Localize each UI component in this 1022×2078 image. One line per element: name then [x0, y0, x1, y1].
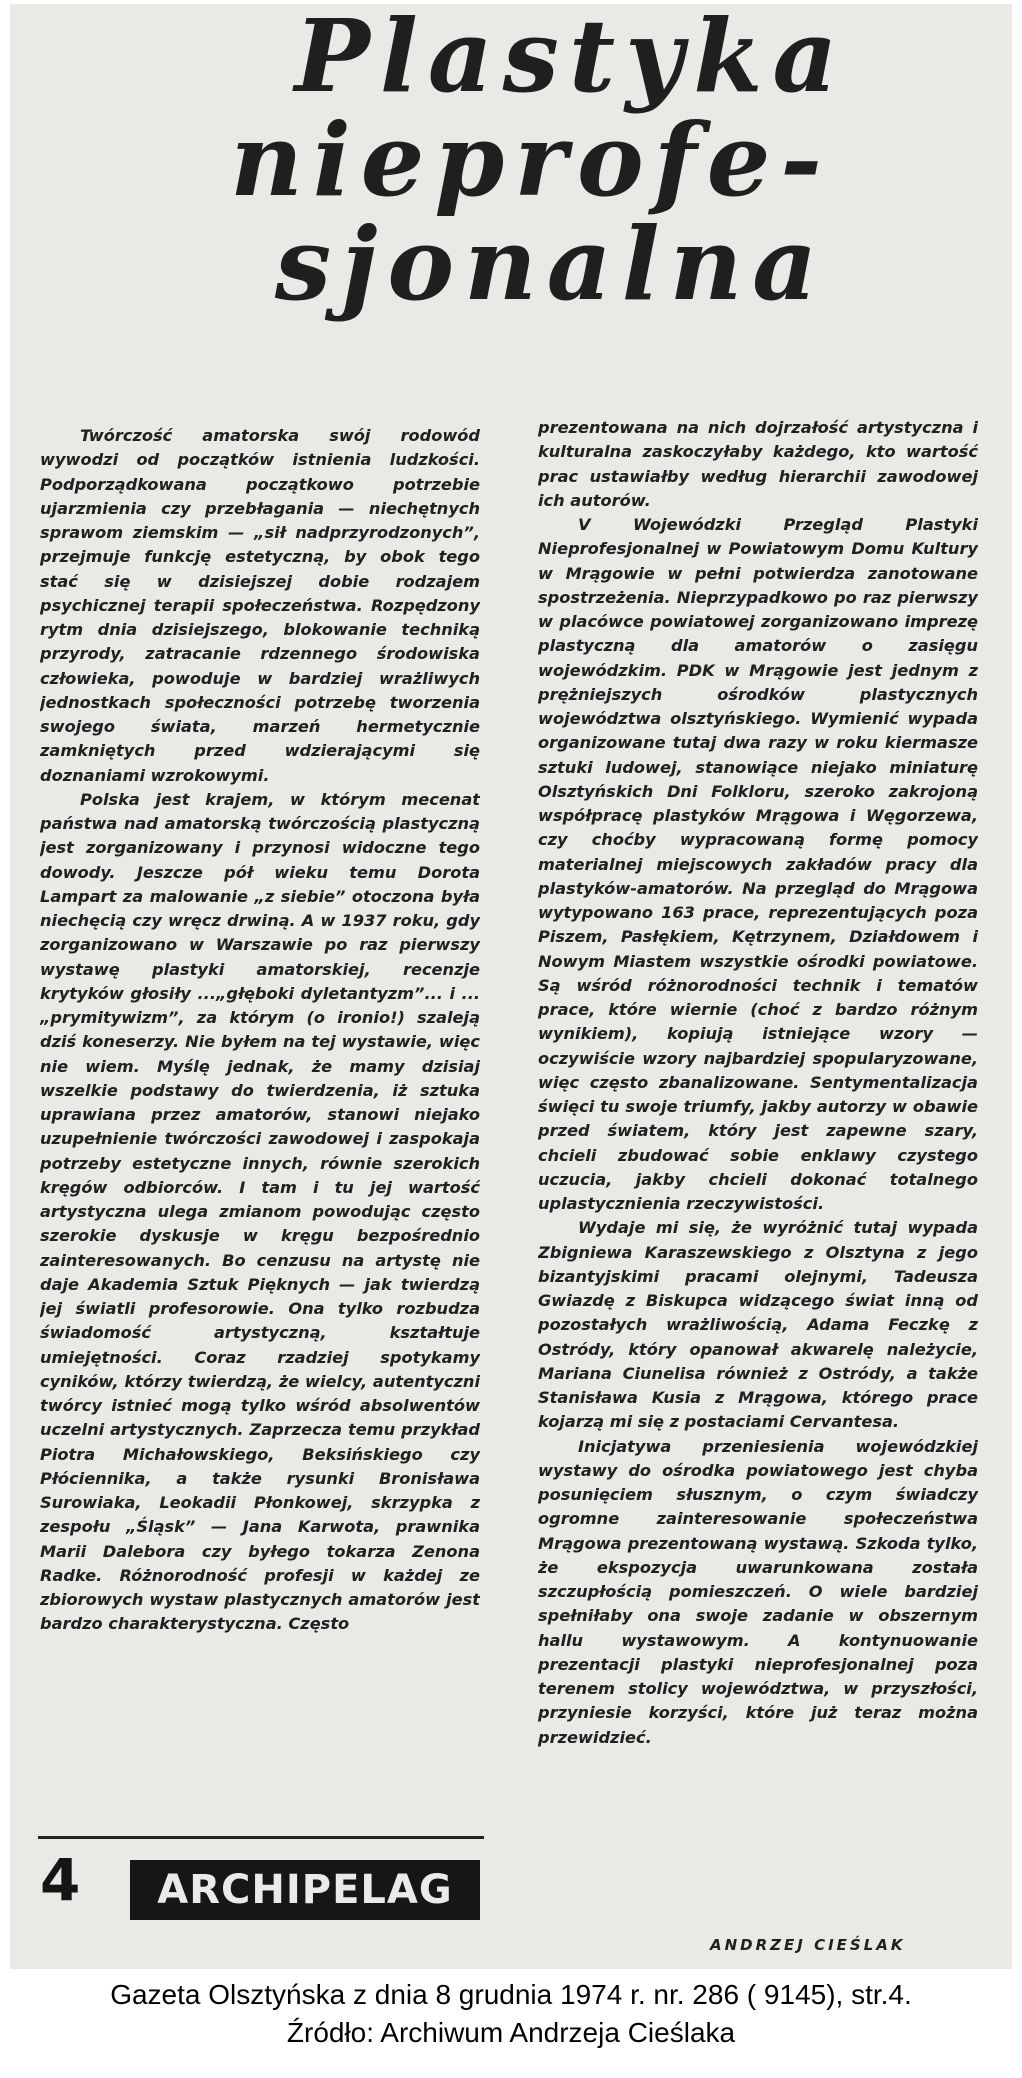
- caption-source-line: Gazeta Olsztyńska z dnia 8 grudnia 1974 r. nr. 286 ( 9145), str.4.: [110, 1979, 912, 2010]
- headline-line-1: Plastyka: [294, 4, 848, 115]
- article-headline: [10, 4, 1012, 323]
- newspaper-clipping: [10, 4, 1012, 1969]
- article-column-left: [40, 424, 480, 1834]
- headline-line-3: sjonalna: [274, 205, 828, 323]
- paragraph: Inicjatywa przeniesienia wojewódzkiej wystawy do ośrodka powiatowego jest chyba posunięciem słusznym, o czym świadczy ogromne zainteresowanie społeczeństwa Mrągowa prezentowaną wystawą. Szkoda tylko, że ekspozycja uwarunkowana została szczupłością pomieszczeń. O wiele bardziej spełniłaby ona swoje zadanie w obszernym hallu wystawowym. A kontynuowanie prezentacji plastyki nieprofesjonalnej poza terenem stolicy województwa, w przyszłości, przyniesie korzyści, które już teraz można przewidzieć.: [538, 1436, 978, 1747]
- headline-line-2: nieprofe-: [230, 101, 832, 219]
- paragraph: Twórczość amatorska swój rodowód wywodzi od początków istnienia ludzkości. Podporządkowana początkowo potrzebie ujarzmienia czy przebłagania — niechętnych sprawom ziemskim — „sił nadprzyrodzonych”, przejmuje funkcję estetyczną, by obok tego stać się w dzisiejszej dobie rodzajem psychicznej terapii społeczeństwa. Rozpędzony rytm dnia dzisiejszego, blokowanie techniką przyrody, zatracanie rdzennego środowiska człowieka, powoduje w bardziej wrażliwych jednostkach społeczności potrzebę tworzenia swojego świata, marzeń hermetycznie zamkniętych przed wdzierającymi się doznaniami wzrokowymi.: [40, 426, 480, 785]
- paragraph: Polska jest krajem, w którym mecenat państwa nad amatorską twórczością plastyczną jest zorganizowany i przynosi widoczne tego dowody. Jeszcze pół wieku temu Dorota Lampart za malowanie „z siebie” otoczona była niechęcią czy wręcz drwiną. A w 1937 roku, gdy zorganizowano w Warszawie po raz pierwszy wystawę plastyki amatorskiej, recenzje krytyków głosiły ...„głęboki dyletantyzm”... i ...„prymitywizm”, za którym (o ironio!) szaleją dziś koneserzy. Nie byłem na tej wystawie, więc nie wiem. Myślę jednak, że mamy dzisiaj wszelkie podstawy do twierdzenia, iż sztuka uprawiana przez amatorów, stanowi niejako uzupełnienie twórczości zawodowej i zaspokaja potrzeby estetyczne innych, równie szerokich kręgów odbiorców. I tam i tu jej wartość artystyczna ulega zmianom powodując często szerokie dyskusje w kręgu bezpośrednio zainteresowanych. Bo cenzusu na artystę nie daje Akademia Sztuk Pięknych — jak twierdzą jej światli profesorowie. Ona tylko rozbudza świadomość artystyczną, kształtuje umiejętności. Coraz rzadziej spotykamy cyników, którzy twierdzą, że wielcy, autentyczni twórcy istnieć mogą tylko wśród absolwentów uczelni artystycznych. Zaprzecza temu przykład Piotra Michałowskiego, Beksińskiego czy Płóciennika, a także rysunki Bronisława Surowiaka, Leokadii Płonkowej, skrzypka z zespołu „Śląsk” — Jana Karwota, prawnika Marii Dalebora czy byłego tokarza Zenona Radke. Różnorodność profesji w każdej ze zbiorowych wystaw plastycznych amatorów jest bardzo charakterystyczna. Często: [40, 789, 480, 1634]
- masthead-logo: ARCHIPELAG: [130, 1860, 480, 1920]
- divider-rule: [38, 1836, 484, 1839]
- image-caption: [0, 1976, 1022, 2052]
- article-column-right: [538, 416, 978, 1936]
- page-number: 4: [40, 1846, 81, 1914]
- paragraph: prezentowana na nich dojrzałość artystyczna i kulturalna zaskoczyłaby każdego, kto wartość prac ustawiałby według hierarchii zawodowej ich autorów.: [538, 418, 978, 510]
- caption-archive-line: Źródło: Archiwum Andrzeja Cieślaka: [286, 2017, 736, 2048]
- author-signature: ANDRZEJ CIEŚLAK: [710, 1936, 906, 1954]
- paragraph: Wydaje mi się, że wyróżnić tutaj wypada Zbigniewa Karaszewskiego z Olsztyna z jego bizantyjskimi pracami olejnymi, Tadeusza Gwiazdę z Biskupca widzącego świat inną od pozostałych wrażliwością, Adama Feczkę z Ostródy, który opanował akwarelę należycie, Mariana Ciunelisa również z Ostródy, a także Stanisława Kusia z Mrągowa, którego prace kojarzą mi się z postaciami Cervantesa.: [538, 1218, 978, 1432]
- paragraph: V Wojewódzki Przegląd Plastyki Nieprofesjonalnej w Powiatowym Domu Kultury w Mrągowie w pełni potwierdza zanotowane spostrzeżenia. Nieprzypadkowo po raz pierwszy w placówce powiatowej zorganizowano imprezę plastyczną dla amatorów o zasięgu wojewódzkim. PDK w Mrągowie jest jednym z prężniejszych ośrodków plastycznych województwa olsztyńskiego. Wymienić wypada organizowane tutaj dwa razy w roku kiermasze sztuki ludowej, stanowiące niejako miniaturę Olsztyńskich Dni Folkloru, szeroko zakrojoną współpracę plastyków Mrągowa i Węgorzewa, czy choćby wypracowaną formę pomocy materialnej miejscowych zakładów pracy dla plastyków-amatorów. Na przegląd do Mrągowa wytypowano 163 prace, reprezentujących poza Piszem, Pasłękiem, Kętrzynem, Działdowem i Nowym Miastem wszystkie ośrodki powiatowe. Są wśród różnorodności technik i tematów prace, które wiernie (choć z bardzo różnym wynikiem), kopiują istniejące wzory — oczywiście wzory najbardziej spopularyzowane, więc często zbanalizowane. Sentymentalizacja święci tu swoje triumfy, jakby autorzy w obawie przed światem, który jest zapewne szary, chcieli zbudować sobie enklawy czystego uczucia, jakby chcieli dokonać totalnego uplastycznienia rzeczywistości.: [538, 515, 978, 1213]
